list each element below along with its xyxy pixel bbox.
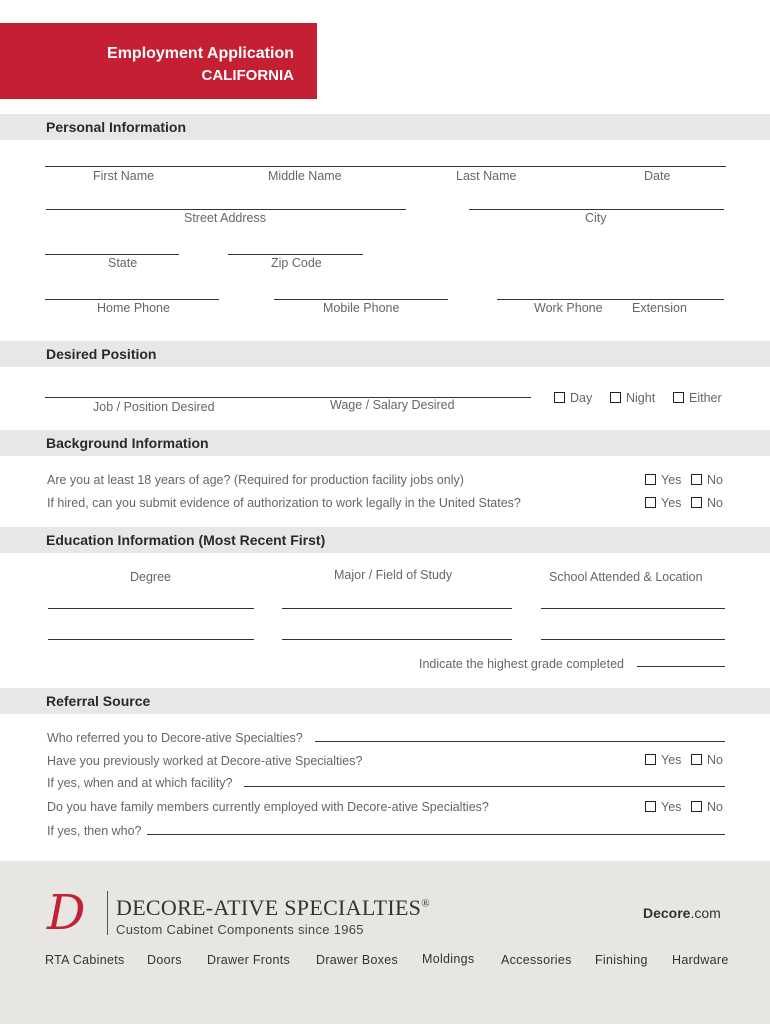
extension-label: Extension (632, 301, 687, 315)
checkbox-icon[interactable] (673, 392, 684, 403)
option-label: Yes (661, 473, 682, 487)
option-label: Yes (661, 496, 682, 510)
shift-either-option[interactable] (673, 391, 722, 405)
category-hardware: Hardware (672, 953, 729, 967)
school-line-1[interactable] (541, 608, 725, 609)
school-label: School Attended & Location (549, 570, 703, 584)
company-logo-mark: D (47, 885, 86, 941)
category-drawer-boxes: Drawer Boxes (316, 953, 399, 967)
logo-divider (107, 891, 108, 935)
checkbox-icon[interactable] (645, 754, 656, 765)
section-title: Desired Position (46, 346, 157, 362)
option-label: Night (626, 391, 656, 405)
work-authorization-question: If hired, can you submit evidence of authorization to work legally in the United States? (47, 496, 521, 510)
checkbox-icon[interactable] (645, 497, 656, 508)
work-phone-line[interactable] (497, 299, 724, 300)
first-name-label: First Name (93, 169, 155, 183)
degree-line-1[interactable] (48, 608, 254, 609)
section-title: Referral Source (46, 693, 151, 709)
category-finishing: Finishing (595, 953, 648, 967)
checkbox-icon[interactable] (691, 497, 702, 508)
family-members-question: Do you have family members currently employed with Decore-ative Specialties? (47, 800, 489, 814)
form-title: Employment Application (107, 45, 294, 62)
zip-code-label: Zip Code (271, 256, 322, 270)
major-line-2[interactable] (282, 639, 512, 640)
checkbox-icon[interactable] (691, 754, 702, 765)
shift-night-option[interactable] (610, 391, 655, 405)
degree-label: Degree (130, 570, 171, 584)
footer (0, 861, 770, 1024)
checkbox-icon[interactable] (645, 801, 656, 812)
facility-line[interactable] (244, 786, 725, 787)
family-no-option[interactable] (691, 800, 723, 814)
family-who-question: If yes, then who? (47, 824, 142, 838)
name-line[interactable] (45, 166, 726, 167)
checkbox-icon[interactable] (554, 392, 565, 403)
work-phone-label: Work Phone (534, 301, 603, 315)
previously-worked-no-option[interactable] (691, 753, 723, 767)
authorization-yes-option[interactable] (645, 496, 681, 510)
street-address-line[interactable] (46, 209, 406, 210)
wage-salary-label: Wage / Salary Desired (330, 398, 455, 412)
authorization-no-option[interactable] (691, 496, 723, 510)
previously-worked-yes-option[interactable] (645, 753, 681, 767)
section-referral-header (0, 688, 770, 714)
checkbox-icon[interactable] (691, 474, 702, 485)
home-phone-line[interactable] (45, 299, 219, 300)
family-yes-option[interactable] (645, 800, 681, 814)
family-who-line[interactable] (147, 834, 725, 835)
city-line[interactable] (469, 209, 724, 210)
company-tagline: Custom Cabinet Components since 1965 (116, 922, 364, 937)
checkbox-icon[interactable] (610, 392, 621, 403)
registered-mark: ® (421, 897, 430, 910)
job-position-label: Job / Position Desired (93, 400, 215, 414)
last-name-label: Last Name (456, 169, 517, 183)
zip-code-line[interactable] (228, 254, 363, 255)
referred-by-question: Who referred you to Decore-ative Specialties? (47, 731, 303, 745)
age-yes-option[interactable] (645, 473, 681, 487)
state-line[interactable] (45, 254, 179, 255)
option-label: Day (570, 391, 593, 405)
street-address-label: Street Address (184, 211, 266, 225)
title-banner (0, 23, 317, 99)
category-accessories: Accessories (501, 953, 572, 967)
section-title: Education Information (Most Recent First) (46, 532, 326, 548)
option-label: No (707, 473, 723, 487)
category-rta-cabinets: RTA Cabinets (45, 953, 125, 967)
checkbox-icon[interactable] (691, 801, 702, 812)
option-label: No (707, 753, 723, 767)
form-state: CALIFORNIA (201, 67, 294, 84)
category-doors: Doors (147, 953, 182, 967)
previously-worked-question: Have you previously worked at Decore-ative Specialties? (47, 754, 363, 768)
middle-name-label: Middle Name (268, 169, 342, 183)
company-name (116, 895, 430, 921)
section-title: Personal Information (46, 119, 187, 135)
age-no-option[interactable] (691, 473, 723, 487)
option-label: No (707, 496, 723, 510)
referred-by-line[interactable] (315, 741, 725, 742)
date-label: Date (644, 169, 671, 183)
highest-grade-line[interactable] (637, 666, 725, 667)
company-name-text: DECORE-ATIVE SPECIALTIES (116, 895, 422, 920)
state-label: State (108, 256, 138, 270)
mobile-phone-line[interactable] (274, 299, 448, 300)
highest-grade-label: Indicate the highest grade completed (419, 657, 624, 671)
section-background-header (0, 430, 770, 456)
option-label: Yes (661, 753, 682, 767)
home-phone-label: Home Phone (97, 301, 170, 315)
website-rest: .com (690, 905, 721, 921)
section-education-header (0, 527, 770, 553)
facility-question: If yes, when and at which facility? (47, 776, 233, 790)
shift-day-option[interactable] (554, 391, 592, 405)
city-label: City (585, 211, 607, 225)
section-position-header (0, 341, 770, 367)
website-bold: Decore (643, 905, 691, 921)
position-line[interactable] (45, 397, 531, 398)
age-question: Are you at least 18 years of age? (Required for production facility jobs only) (47, 473, 464, 487)
major-label: Major / Field of Study (334, 568, 453, 582)
mobile-phone-label: Mobile Phone (323, 301, 400, 315)
major-line-1[interactable] (282, 608, 512, 609)
degree-line-2[interactable] (48, 639, 254, 640)
checkbox-icon[interactable] (645, 474, 656, 485)
school-line-2[interactable] (541, 639, 725, 640)
category-drawer-fronts: Drawer Fronts (207, 953, 291, 967)
option-label: Either (689, 391, 722, 405)
option-label: No (707, 800, 723, 814)
section-title: Background Information (46, 435, 209, 451)
section-personal-header (0, 114, 770, 140)
category-moldings: Moldings (422, 952, 475, 966)
option-label: Yes (661, 800, 682, 814)
website-link[interactable] (643, 905, 721, 921)
